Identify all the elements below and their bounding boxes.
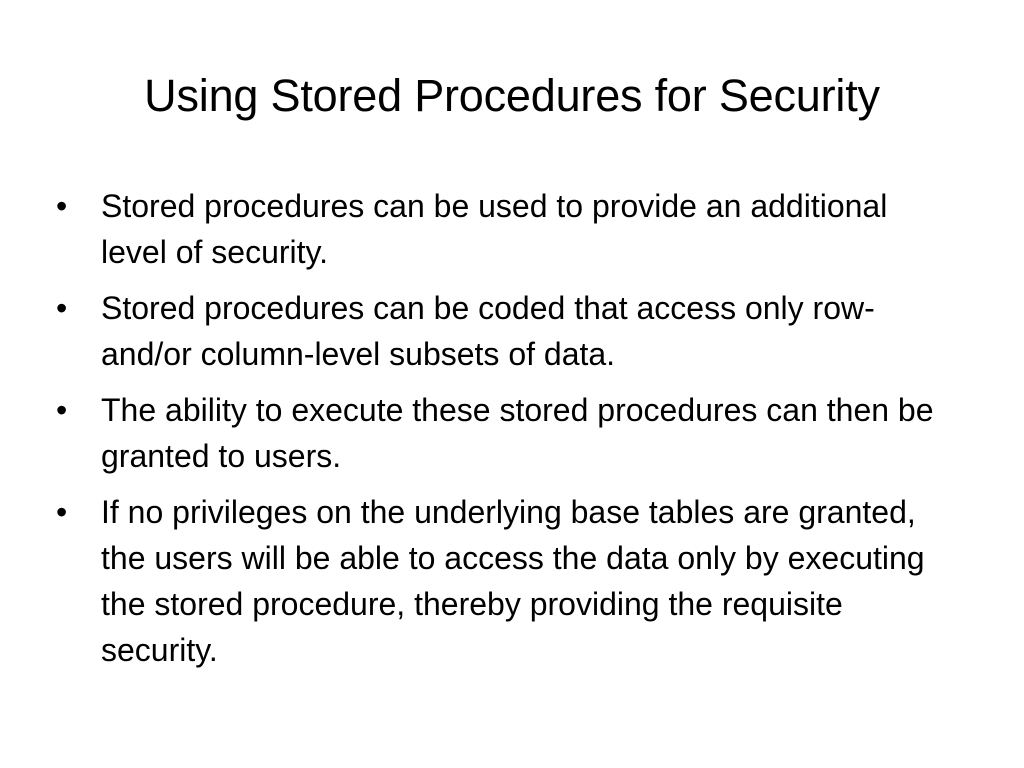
bullet-icon: • xyxy=(56,188,68,224)
bullet-item xyxy=(56,489,956,673)
bullet-item xyxy=(56,183,956,275)
bullet-text: If no privileges on the underlying base tables are granted, the users will be able to access the data only by executing the stored procedure, thereby providing the requisite security. xyxy=(101,494,925,668)
bullet-icon: • xyxy=(56,494,68,530)
bullet-icon: • xyxy=(56,392,68,428)
bullet-icon: • xyxy=(56,290,68,326)
bullet-text: The ability to execute these stored procedures can then be granted to users. xyxy=(101,392,934,474)
bullet-item xyxy=(56,285,956,377)
bullet-text: Stored procedures can be coded that access only row- and/or column-level subsets of data. xyxy=(101,290,875,372)
bullet-list xyxy=(56,183,956,683)
bullet-item xyxy=(56,387,956,479)
bullet-text: Stored procedures can be used to provide an additional level of security. xyxy=(101,188,888,270)
slide-title: Using Stored Procedures for Security xyxy=(144,70,880,121)
